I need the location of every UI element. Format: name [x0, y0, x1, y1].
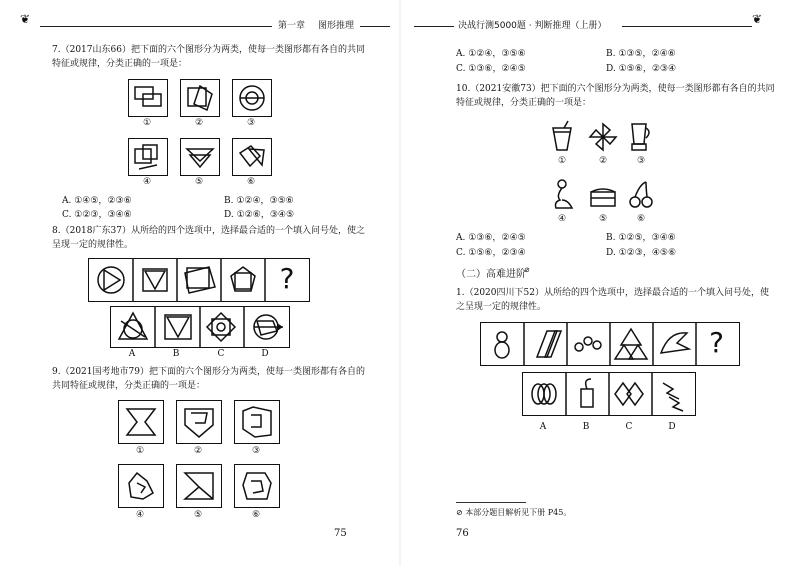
- q10-option-c[interactable]: C. ①⑤⑥，②③④: [456, 248, 526, 258]
- q1-choice-label[interactable]: A: [539, 422, 547, 432]
- q9-label: ④: [135, 510, 145, 520]
- q7-option-d[interactable]: D. ①②⑥，③④⑤: [224, 210, 295, 220]
- duck-figure-icon: [550, 178, 576, 210]
- cherries-icon: [628, 180, 656, 210]
- q9-figure-3: [234, 400, 280, 444]
- pinwheel-icon: [588, 122, 618, 152]
- q1-stem: 之呈现一定的规律性。: [456, 302, 547, 312]
- q9-label: ⑤: [193, 510, 203, 520]
- q9-figure-1: [118, 400, 164, 444]
- q1-choice-label[interactable]: D: [668, 422, 676, 432]
- q10-label: ②: [598, 156, 608, 166]
- section-title: （二）高难进阶: [456, 269, 526, 280]
- chapter-label: 第一章: [278, 21, 306, 31]
- right-page: [400, 0, 800, 566]
- q7-figure-5: [180, 138, 220, 176]
- q9-option-d[interactable]: D. ①⑤⑥，②③④: [606, 64, 677, 74]
- q9-option-b[interactable]: B. ①③⑤，②④⑥: [606, 49, 676, 59]
- q10-stem: 特征或规律，分类正确的一项是：: [456, 98, 592, 108]
- footnote-rule: [456, 502, 526, 503]
- q10-option-a[interactable]: A. ①③⑥，②④⑤: [456, 233, 526, 243]
- q8-choice-label[interactable]: B: [172, 349, 180, 359]
- q9-stem: 9.（2021国考地市79）把下面的六个图形分为两类，使每一类图形都有各自的: [52, 367, 365, 377]
- q10-label: ①: [557, 156, 567, 166]
- q1-choice-label[interactable]: B: [582, 422, 590, 432]
- q10-label: ③: [636, 156, 646, 166]
- q1-question-mark: ?: [709, 326, 724, 359]
- q8-choice-label[interactable]: A: [128, 349, 136, 359]
- q7-option-a[interactable]: A. ①④⑤，②③⑥: [62, 196, 132, 206]
- q7-label: ⑥: [246, 177, 256, 187]
- q9-figure-4: [118, 464, 164, 508]
- page-number: 75: [334, 528, 347, 539]
- q10-option-d[interactable]: D. ①②③，④⑤⑥: [606, 248, 677, 258]
- footnote-marker: ⊘: [524, 266, 530, 274]
- q7-label: ④: [142, 177, 152, 187]
- q8-choice-label[interactable]: D: [261, 349, 269, 359]
- q7-label: ①: [142, 118, 152, 128]
- q10-stem: 10.（2021安徽73）把下面的六个图形分为两类，使每一类图形都有各自的共同: [456, 84, 775, 94]
- header-rule: [414, 26, 454, 27]
- header-rule: [360, 26, 390, 27]
- q7-label: ③: [246, 118, 256, 128]
- q10-label: ④: [557, 214, 567, 224]
- q7-label: ⑤: [194, 177, 204, 187]
- q9-stem: 共同特征或规律，分类正确的一项是：: [52, 381, 206, 391]
- q8-stem: 8.（2018广东37）从所给的四个选项中，选择最合适的一个填入问号处，使之: [52, 226, 365, 236]
- q7-figure-3: [232, 79, 272, 117]
- book-title: 决战行测5000题 · 判断推理（上册）: [458, 21, 607, 31]
- q9-label: ③: [251, 446, 261, 456]
- header-rule: [622, 26, 752, 27]
- q7-option-c[interactable]: C. ①②③，③④⑥: [62, 210, 132, 220]
- q7-figure-1: [128, 79, 168, 117]
- leaf-ornament-icon: ❦: [20, 12, 31, 26]
- q9-figure-2: [176, 400, 222, 444]
- q10-label: ⑤: [598, 214, 608, 224]
- q7-label: ②: [194, 118, 204, 128]
- q9-label: ②: [193, 446, 203, 456]
- chapter-title: 图形推理: [318, 21, 355, 31]
- q9-figure-6: [234, 464, 280, 508]
- q1-choice-label[interactable]: C: [625, 422, 633, 432]
- q8-question-mark: ?: [279, 262, 295, 295]
- q7-figure-4: [128, 138, 168, 176]
- q8-stem: 呈现一定的规律性。: [52, 240, 134, 250]
- q9-option-c[interactable]: C. ①③⑥，②④⑤: [456, 64, 526, 74]
- leaf-ornament-icon: ❦: [752, 12, 763, 26]
- q7-stem: 7.（2017山东66）把下面的六个图形分为两类，使每一类图形都有各自的共同: [52, 45, 365, 55]
- q7-figure-2: [180, 79, 220, 117]
- q7-figure-6: [232, 138, 272, 176]
- q8-choice-label[interactable]: C: [217, 349, 225, 359]
- blender-jug-icon: [628, 120, 654, 152]
- q9-figure-5: [176, 464, 222, 508]
- cake-icon: [588, 180, 618, 210]
- q9-option-a[interactable]: A. ①②④，③⑤⑥: [456, 49, 526, 59]
- cup-icon: [550, 120, 574, 152]
- page-number: 76: [456, 528, 469, 539]
- header-rule: [40, 26, 272, 27]
- q7-stem: 特征或规律，分类正确的一项是：: [52, 59, 188, 69]
- q8-choices-row: [110, 306, 290, 348]
- q1-choices-row: [522, 372, 696, 416]
- q9-label: ⑥: [251, 510, 261, 520]
- q9-label: ①: [135, 446, 145, 456]
- footnote: ⊘ 本部分题目解析见下册 P45。: [456, 508, 572, 517]
- q10-label: ⑥: [636, 214, 646, 224]
- q1-stem: 1.（2020四川下52）从所给的四个选项中，选择最合适的一个填入问号处，使: [456, 288, 769, 298]
- q10-option-b[interactable]: B. ①②⑤，③④⑥: [606, 233, 676, 243]
- q7-option-b[interactable]: B. ①②④，③⑤⑥: [224, 196, 294, 206]
